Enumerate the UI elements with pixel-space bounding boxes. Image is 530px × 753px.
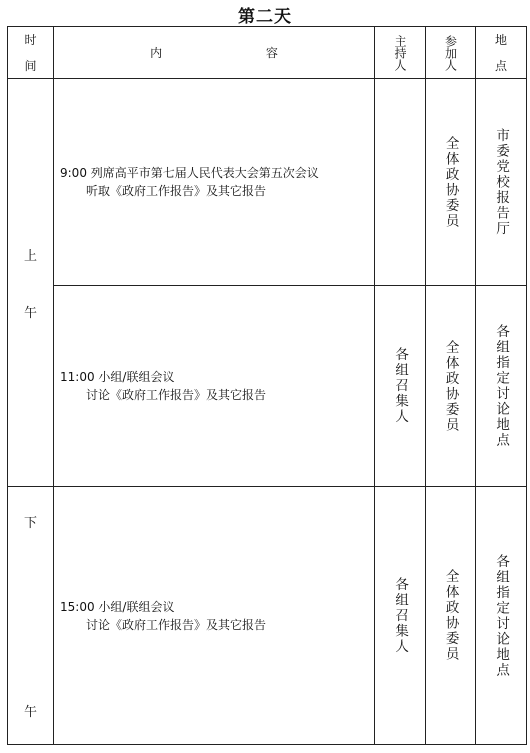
header-participants <box>426 27 476 79</box>
row-host <box>375 79 426 286</box>
row-location <box>476 79 527 286</box>
header-row <box>8 27 527 79</box>
header-location-label-1: 地 <box>494 32 507 47</box>
row-content-line2: 讨论《政府工作报告》及其它报告 <box>86 388 267 402</box>
row-participants-text: 全体政协委员 <box>442 339 459 433</box>
row-host <box>375 487 426 745</box>
row-host-text: 各组召集人 <box>392 576 409 655</box>
row-participants-text: 全体政协委员 <box>442 135 459 229</box>
header-time-label-1: 时 <box>24 32 37 47</box>
period-afternoon-label-2: 午 <box>23 704 37 720</box>
row-participants <box>426 286 476 487</box>
period-morning-label-1: 上 <box>23 248 37 264</box>
row-content <box>54 286 375 487</box>
row-content-line1: 11:00 小组/联组会议 <box>60 370 175 384</box>
row-content <box>54 79 375 286</box>
period-afternoon-label-1: 下 <box>23 515 37 531</box>
page-title: 第二天 <box>238 7 292 27</box>
row-content <box>54 487 375 745</box>
row-location <box>476 286 527 487</box>
row-participants <box>426 487 476 745</box>
row-participants-text: 全体政协委员 <box>442 569 459 662</box>
table-row <box>8 487 527 745</box>
period-afternoon <box>8 487 54 745</box>
row-content-line1: 9:00 列席高平市第七届人民代表大会第五次会议 <box>60 166 319 180</box>
row-content-line1: 15:00 小组/联组会议 <box>60 599 175 614</box>
header-time <box>8 27 54 79</box>
table-row <box>8 286 527 487</box>
row-location <box>476 487 527 745</box>
row-location-text: 市委党校报告厅 <box>493 127 510 237</box>
header-location-label-2: 点 <box>494 58 507 73</box>
row-location-text: 各组指定讨论地点 <box>493 324 510 448</box>
row-content-line2: 听取《政府工作报告》及其它报告 <box>86 184 267 198</box>
schedule-table <box>7 26 527 745</box>
header-participants-label: 参加人 <box>443 34 458 71</box>
header-host-label: 主持人 <box>393 34 407 71</box>
row-host-text: 各组召集人 <box>392 347 409 425</box>
header-location <box>476 27 527 79</box>
header-content-label-1: 内 <box>150 46 163 60</box>
header-content-label-2: 容 <box>265 46 278 60</box>
header-content <box>54 27 375 79</box>
period-morning-label-2: 午 <box>23 305 37 321</box>
header-host <box>375 27 426 79</box>
row-participants <box>426 79 476 286</box>
row-location-text: 各组指定讨论地点 <box>493 553 510 678</box>
header-time-label-2: 间 <box>24 58 37 73</box>
row-content-line2: 讨论《政府工作报告》及其它报告 <box>86 617 267 632</box>
row-host <box>375 286 426 487</box>
table-row <box>8 79 527 286</box>
period-morning <box>8 79 54 487</box>
